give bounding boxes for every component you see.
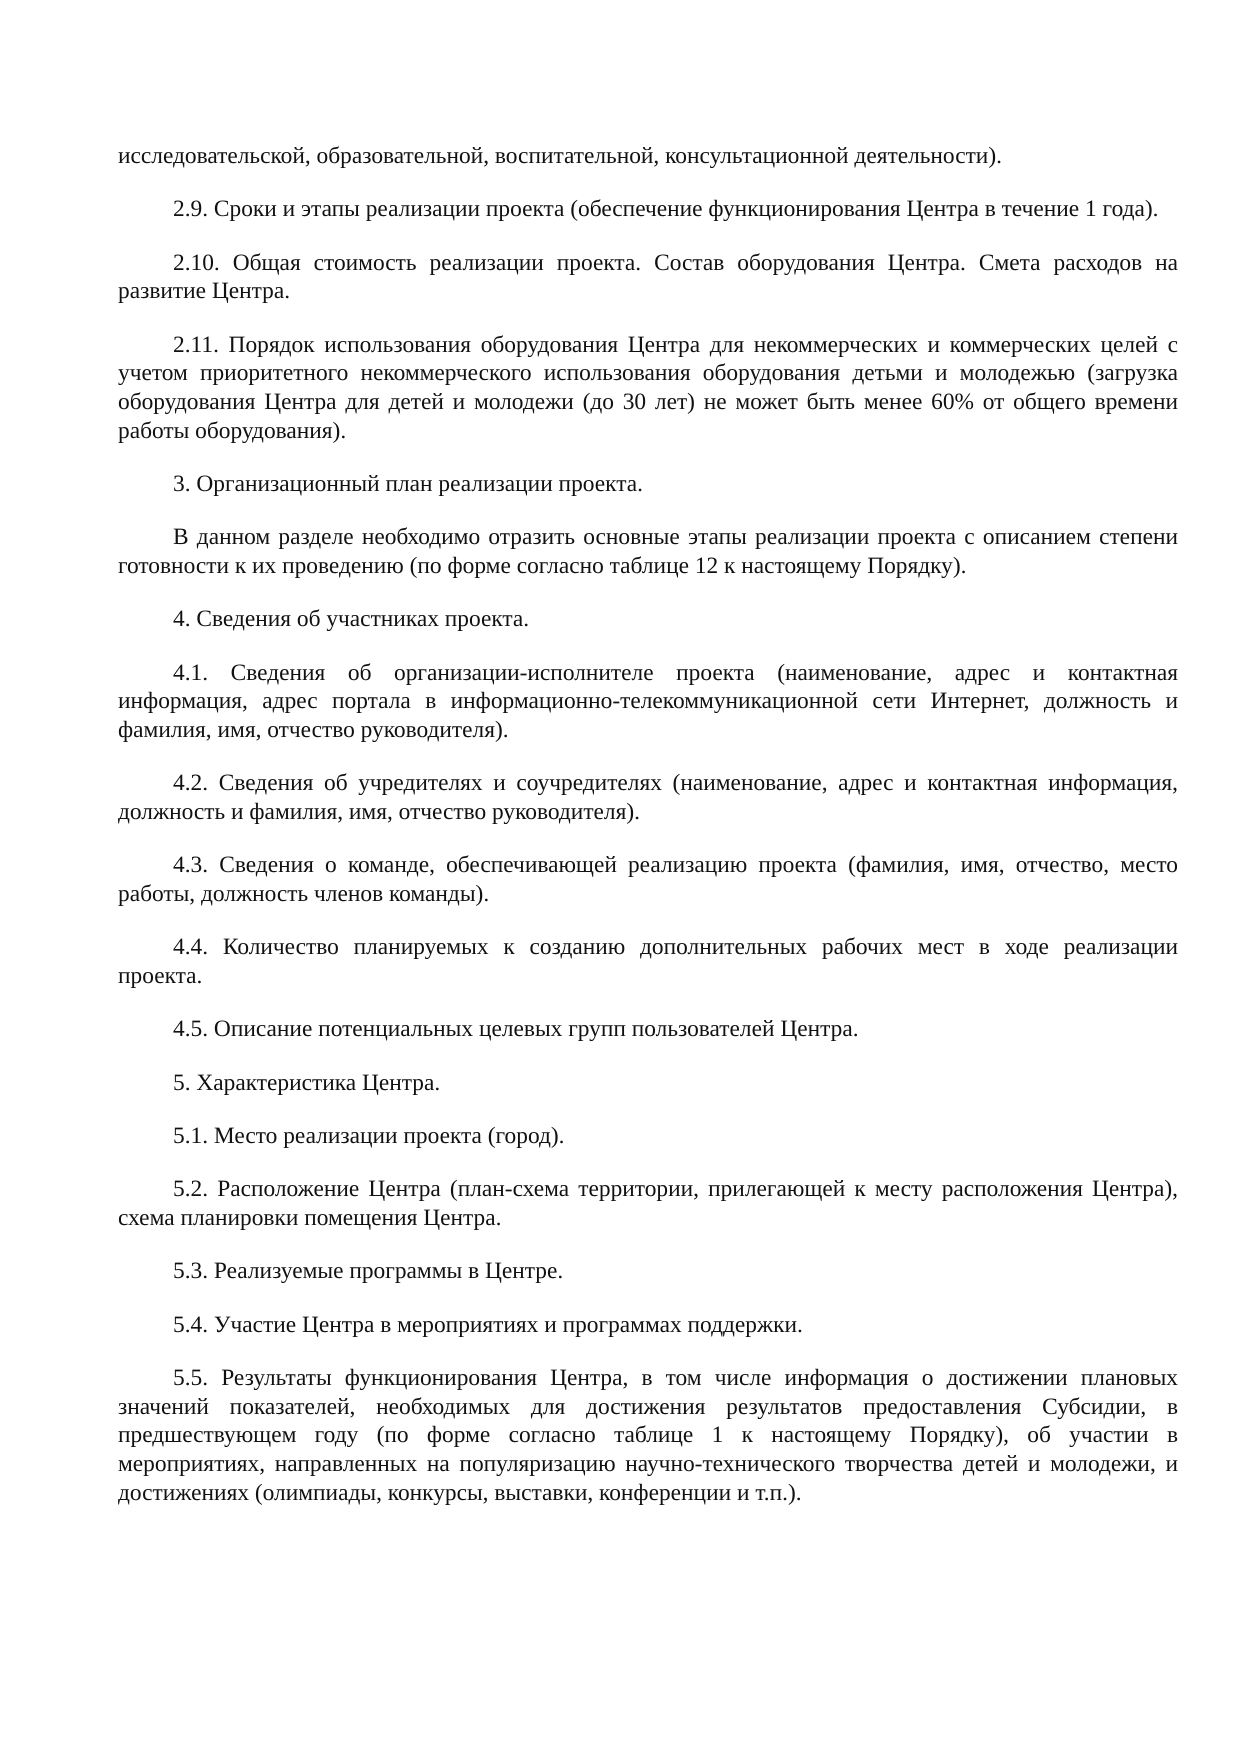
paragraph-5-5: 5.5. Результаты функционирования Центра, в том числе информация о достижении плановых значений показателей, необходимых для достижения результатов предоставления Субсидии, в предшествующем году (по форме согласно таблице 1 к настоящему Порядку), об участии в мероприятиях, направленных на популяризацию научно-технического творчества детей и молодежи, и достижениях (олимпиады, конкурсы, выставки, конференции и т.п.). [118,1365,1178,1506]
paragraph-2-9: 2.9. Сроки и этапы реализации проекта (обеспечение функционирования Центра в течение 1 года). [173,196,1159,223]
paragraph-4: 4. Сведения об участниках проекта. [173,606,530,633]
paragraph-5-3: 5.3. Реализуемые программы в Центре. [173,1258,564,1285]
paragraph-5-2: 5.2. Расположение Центра (план-схема территории, прилегающей к месту расположения Центра), схема планировки помещения Центра. [118,1176,1178,1231]
paragraph-3-text: В данном разделе необходимо отразить основные этапы реализации проекта с описанием степени готовности к их проведению (по форме согласно таблице 12 к настоящему Порядку). [118,524,1178,579]
paragraph-4-1: 4.1. Сведения об организации-исполнителе проекта (наименование, адрес и контактная информация, адрес портала в информационно-телекоммуникационной сети Интернет, должность и фамилия, имя, отчество руководителя). [118,659,1178,743]
paragraph-5: 5. Характеристика Центра. [173,1069,441,1096]
paragraph-2-11: 2.11. Порядок использования оборудования Центра для некоммерческих и коммерческих целей с учетом приоритетного некоммерческого использования оборудования детьми и молодежью (загрузка оборудования Центра для детей и молодежи (до 30 лет) не может быть менее 60% от общего времени работы оборудования). [118,331,1178,444]
paragraph-4-2: 4.2. Сведения об учредителях и соучредителях (наименование, адрес и контактная информация, должность и фамилия, имя, отчество руководителя). [118,770,1178,825]
paragraph-5-1: 5.1. Место реализации проекта (город). [173,1123,565,1150]
paragraph-2-10: 2.10. Общая стоимость реализации проекта. Состав оборудования Центра. Смета расходов на развитие Центра. [118,249,1178,305]
paragraph-5-4: 5.4. Участие Центра в мероприятиях и программах поддержки. [173,1311,803,1338]
document-page [118,142,1178,1532]
paragraph-continuation: исследовательской, образовательной, воспитательной, консультационной деятельности). [118,143,1002,169]
paragraph-4-5: 4.5. Описание потенциальных целевых групп пользователей Центра. [173,1016,859,1043]
paragraph-4-3: 4.3. Сведения о команде, обеспечивающей реализацию проекта (фамилия, имя, отчество, место работы, должность членов команды). [118,852,1178,907]
paragraph-4-4: 4.4. Количество планируемых к созданию дополнительных рабочих мест в ходе реализации проекта. [118,934,1178,989]
paragraph-3: 3. Организационный план реализации проекта. [173,470,643,497]
